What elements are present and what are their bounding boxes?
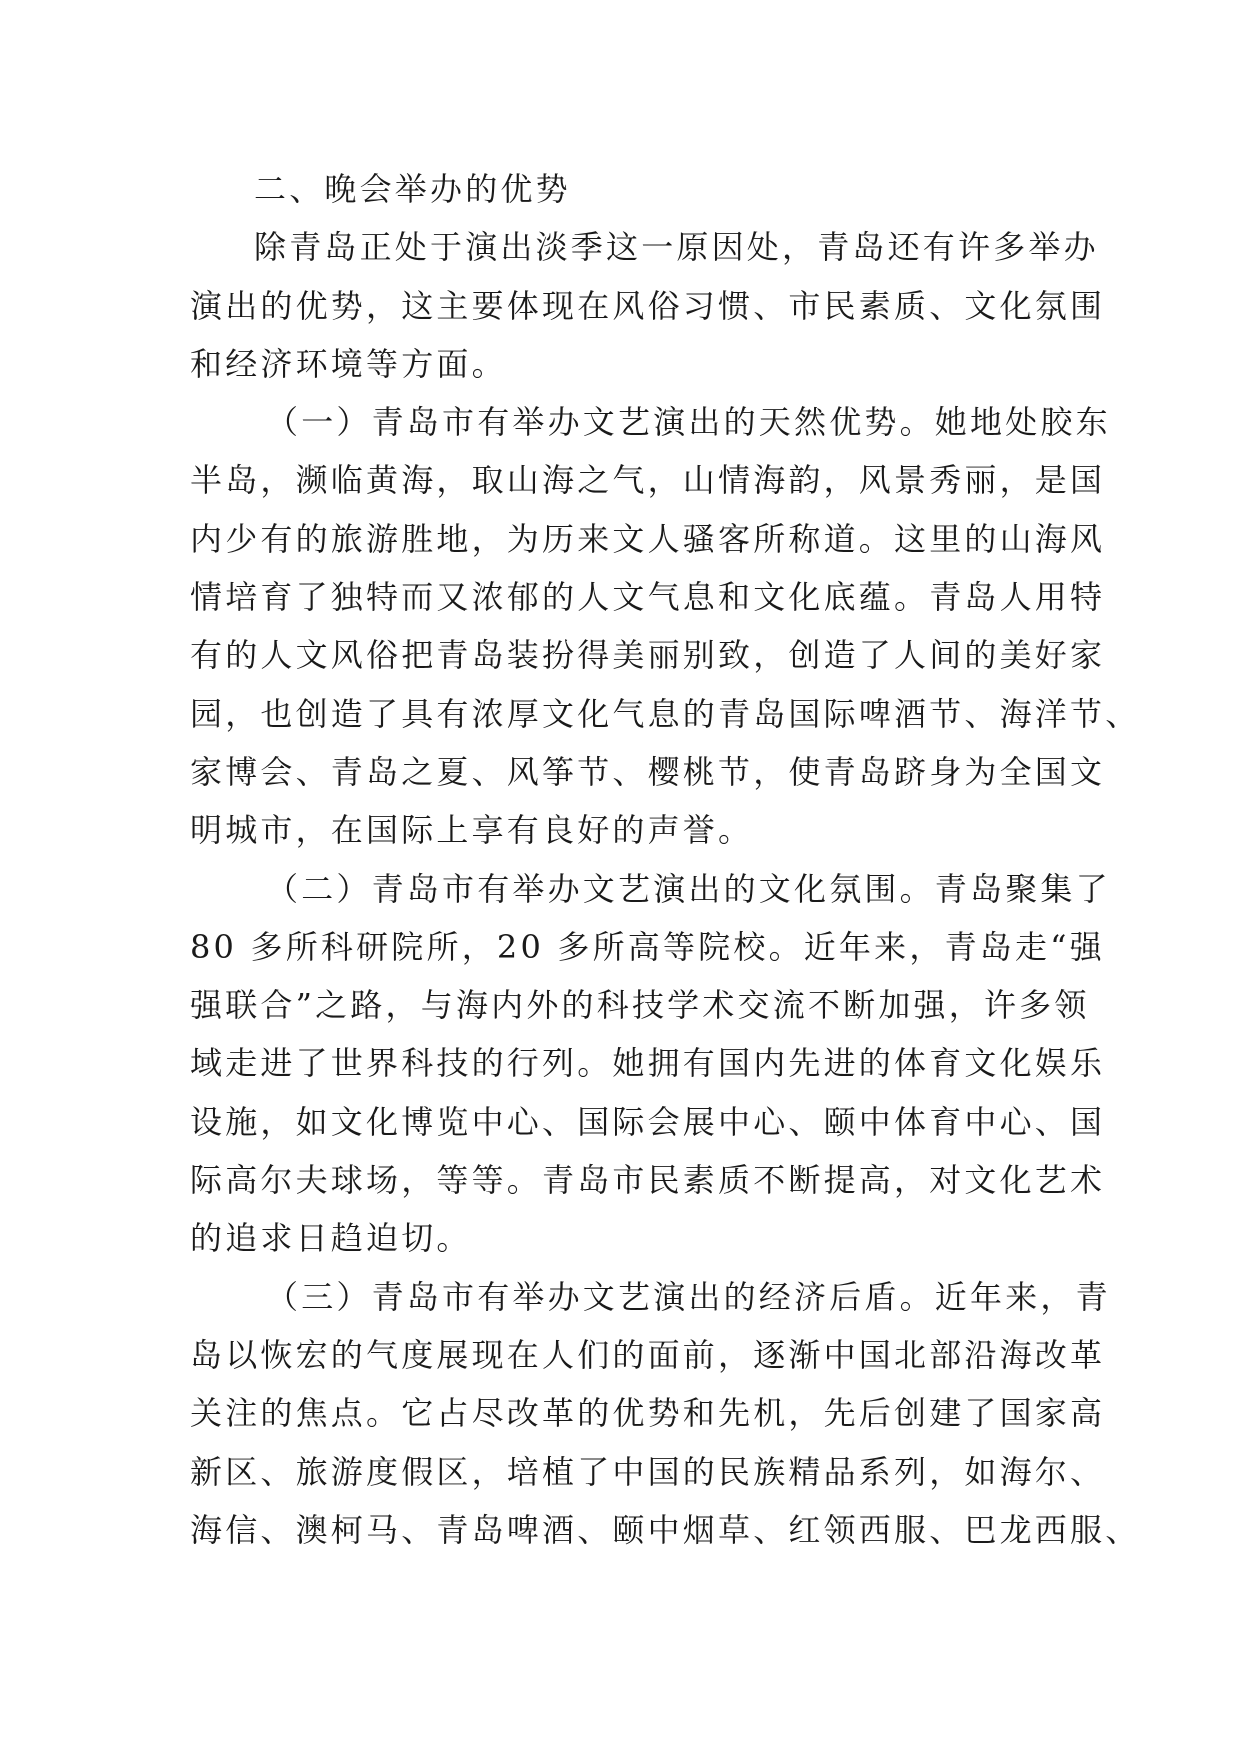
paragraph-intro	[190, 218, 1106, 393]
paragraph-line: 演出的优势，这主要体现在风俗习惯、市民素质、文化氛围	[190, 286, 1106, 325]
paragraph-line: 半岛，濒临黄海，取山海之气，山情海韵，风景秀丽，是国	[190, 461, 1106, 500]
paragraph-line: 设施，如文化博览中心、国际会展中心、颐中体育中心、国	[190, 1102, 1106, 1141]
paragraph-line: 际高尔夫球场，等等。青岛市民素质不断提高，对文化艺术	[190, 1161, 1106, 1200]
paragraph-line: 有的人文风俗把青岛装扮得美丽别致，创造了人间的美好家	[190, 636, 1106, 675]
paragraph-line: 域走进了世界科技的行列。她拥有国内先进的体育文化娱乐	[190, 1044, 1106, 1083]
paragraph-line: （二）青岛市有举办文艺演出的文化氛围。青岛聚集了	[266, 869, 1111, 908]
paragraph-economic-backing	[190, 1268, 1141, 1559]
paragraph-line: 内少有的旅游胜地，为历来文人骚客所称道。这里的山海风	[190, 519, 1106, 558]
paragraph-line: 情培育了独特而又浓郁的人文气息和文化底蕴。青岛人用特	[190, 578, 1106, 617]
paragraph-line: 岛以恢宏的气度展现在人们的面前，逐渐中国北部沿海改革	[190, 1335, 1106, 1374]
paragraph-line: 园，也创造了具有浓厚文化气息的青岛国际啤酒节、海洋节、	[190, 694, 1141, 733]
paragraph-line: 新区、旅游度假区，培植了中国的民族精品系列，如海尔、	[190, 1452, 1106, 1491]
section-heading: 二、晚会举办的优势	[254, 170, 571, 208]
document-body	[190, 160, 1141, 1559]
paragraph-line: 除青岛正处于演出淡季这一原因处，青岛还有许多举办	[254, 228, 1099, 267]
paragraph-line: 强联合”之路，与海内外的科技学术交流不断加强，许多领	[190, 986, 1090, 1025]
paragraph-natural-advantage	[190, 393, 1141, 859]
paragraph-line: （一）青岛市有举办文艺演出的天然优势。她地处胶东	[266, 403, 1111, 442]
paragraph-cultural-atmosphere	[190, 860, 1111, 1268]
paragraph-line: 明城市，在国际上享有良好的声誉。	[190, 811, 754, 850]
paragraph-line: 关注的焦点。它占尽改革的优势和先机，先后创建了国家高	[190, 1394, 1106, 1433]
paragraph-line: 的追求日趋迫切。	[190, 1219, 472, 1258]
paragraph-line: （三）青岛市有举办文艺演出的经济后盾。近年来，青	[266, 1277, 1111, 1316]
paragraph-line: 和经济环境等方面。	[190, 344, 507, 383]
paragraph-line: 80 多所科研院所，20 多所高等院校。近年来，青岛走“强	[190, 927, 1105, 966]
paragraph-line: 家博会、青岛之夏、风筝节、樱桃节，使青岛跻身为全国文	[190, 752, 1106, 791]
paragraph-line: 海信、澳柯马、青岛啤酒、颐中烟草、红领西服、巴龙西服、	[190, 1510, 1141, 1549]
